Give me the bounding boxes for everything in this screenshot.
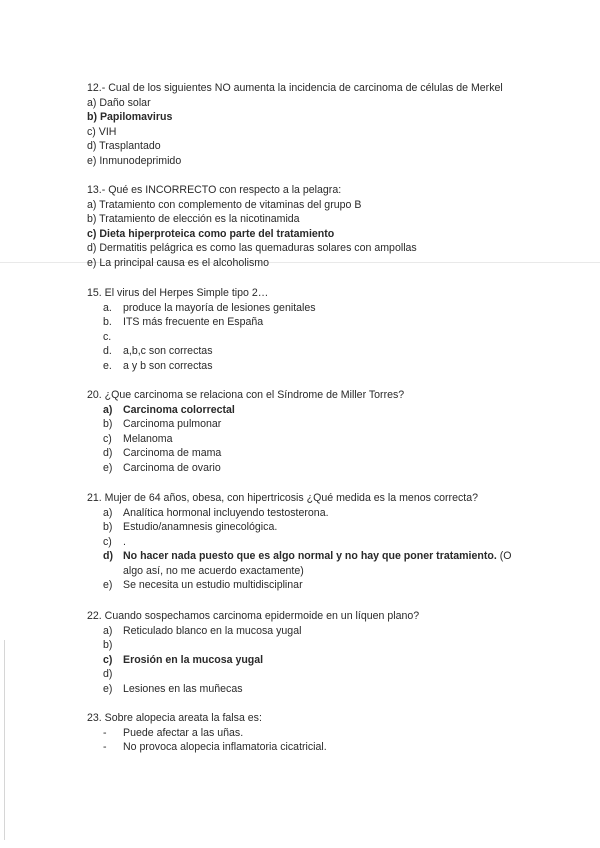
option-text: Carcinoma de mama bbox=[123, 447, 222, 459]
option-label: d) bbox=[103, 668, 113, 680]
option-a-answer bbox=[87, 403, 547, 418]
option-c bbox=[87, 330, 547, 345]
option-c bbox=[87, 432, 547, 447]
option-b: b) Tratamiento de elección es la nicotinamida bbox=[87, 213, 300, 225]
option-d bbox=[87, 344, 547, 359]
option-b bbox=[87, 315, 547, 330]
option-label: e) bbox=[103, 461, 113, 474]
option-e bbox=[87, 578, 547, 593]
option-label: e) bbox=[103, 682, 113, 695]
question-title: 22. Cuando sospechamos carcinoma epidermoide en un líquen plano? bbox=[87, 610, 420, 622]
option-d: d) Dermatitis pelágrica es como las quemaduras solares con ampollas bbox=[87, 242, 417, 254]
option-label: e. bbox=[103, 359, 112, 372]
option-text: a,b,c son correctas bbox=[123, 345, 213, 357]
question-15 bbox=[87, 286, 547, 373]
bullet-dash: - bbox=[103, 741, 107, 753]
option-text: Melanoma bbox=[123, 432, 173, 445]
scan-edge-line bbox=[4, 640, 5, 840]
option-e bbox=[87, 682, 547, 697]
option-a bbox=[87, 301, 547, 316]
option-label: a) bbox=[103, 403, 113, 416]
option-e bbox=[87, 359, 547, 374]
option-b bbox=[87, 417, 547, 432]
option-label: d. bbox=[103, 345, 112, 357]
option-label: d) bbox=[103, 550, 113, 562]
option-label: c) bbox=[103, 653, 113, 666]
option-e: e) Inmunodeprimido bbox=[87, 154, 182, 167]
option-label: a) bbox=[103, 624, 113, 637]
option-e: e) La principal causa es el alcoholismo bbox=[87, 256, 269, 269]
bullet-item bbox=[87, 740, 547, 755]
option-text: No hacer nada puesto que es algo normal y no hay que poner tratamiento. bbox=[123, 550, 497, 562]
option-d: d) Trasplantado bbox=[87, 140, 161, 152]
option-label: c) bbox=[103, 432, 112, 445]
option-text: Se necesita un estudio multidisciplinar bbox=[123, 579, 303, 591]
option-c-answer bbox=[87, 653, 547, 668]
option-c bbox=[87, 535, 547, 550]
question-20 bbox=[87, 388, 547, 475]
option-text: Erosión en la mucosa yugal bbox=[123, 653, 264, 666]
question-title: 20. ¿Que carcinoma se relaciona con el Síndrome de Miller Torres? bbox=[87, 389, 405, 401]
option-text: Analítica hormonal incluyendo testosterona. bbox=[123, 506, 329, 519]
option-label: b. bbox=[103, 316, 112, 328]
option-text: Lesiones en las muñecas bbox=[123, 682, 243, 695]
option-label: c) bbox=[103, 535, 112, 548]
question-title: 23. Sobre alopecia areata la falsa es: bbox=[87, 712, 262, 724]
option-c: c) VIH bbox=[87, 125, 117, 138]
option-d bbox=[87, 667, 547, 682]
option-a bbox=[87, 624, 547, 639]
question-21 bbox=[87, 491, 547, 593]
option-label: e) bbox=[103, 579, 113, 591]
option-label: d) bbox=[103, 447, 113, 459]
option-label: c. bbox=[103, 330, 112, 343]
option-text: . bbox=[123, 535, 126, 548]
question-title: 21. Mujer de 64 años, obesa, con hipertricosis ¿Qué medida es la menos correcta? bbox=[87, 492, 478, 504]
question-title: 13.- Qué es INCORRECTO con respecto a la pelagra: bbox=[87, 184, 342, 196]
option-d-answer bbox=[87, 549, 547, 564]
option-note-continuation: algo así, no me acuerdo exactamente) bbox=[123, 564, 304, 577]
option-text: Carcinoma pulmonar bbox=[123, 418, 222, 430]
option-text: a y b son correctas bbox=[123, 359, 213, 372]
bullet-dash: - bbox=[103, 726, 107, 739]
option-a bbox=[87, 506, 547, 521]
option-label: a) bbox=[103, 506, 113, 519]
option-a: a) Daño solar bbox=[87, 96, 151, 109]
question-22 bbox=[87, 609, 547, 696]
option-b-answer: b) Papilomavirus bbox=[87, 111, 173, 123]
option-label: b) bbox=[103, 521, 113, 533]
bullet-text: No provoca alopecia inflamatoria cicatricial. bbox=[123, 741, 327, 753]
option-note: (O bbox=[496, 550, 512, 562]
option-text: Reticulado blanco en la mucosa yugal bbox=[123, 624, 302, 637]
option-label: b) bbox=[103, 639, 113, 651]
question-12 bbox=[87, 81, 547, 168]
question-title: 15. El virus del Herpes Simple tipo 2… bbox=[87, 287, 269, 299]
option-text: ITS más frecuente en España bbox=[123, 316, 264, 328]
question-title: 12.- Cual de los siguientes NO aumenta la incidencia de carcinoma de células de Merkel bbox=[87, 82, 503, 94]
option-e bbox=[87, 461, 547, 476]
question-13 bbox=[87, 183, 547, 270]
option-text: Carcinoma colorrectal bbox=[123, 403, 235, 416]
option-text: Estudio/anamnesis ginecológica. bbox=[123, 521, 278, 533]
option-b bbox=[87, 520, 547, 535]
option-text: produce la mayoría de lesiones genitales bbox=[123, 301, 316, 314]
bullet-item bbox=[87, 726, 547, 741]
option-c-answer: c) Dieta hiperproteica como parte del tratamiento bbox=[87, 227, 335, 240]
option-b bbox=[87, 638, 547, 653]
option-label: b) bbox=[103, 418, 113, 430]
option-d bbox=[87, 446, 547, 461]
question-23 bbox=[87, 711, 547, 755]
bullet-text: Puede afectar a las uñas. bbox=[123, 726, 244, 739]
option-text: Carcinoma de ovario bbox=[123, 461, 221, 474]
option-a: a) Tratamiento con complemento de vitaminas del grupo B bbox=[87, 198, 362, 211]
option-label: a. bbox=[103, 301, 112, 314]
